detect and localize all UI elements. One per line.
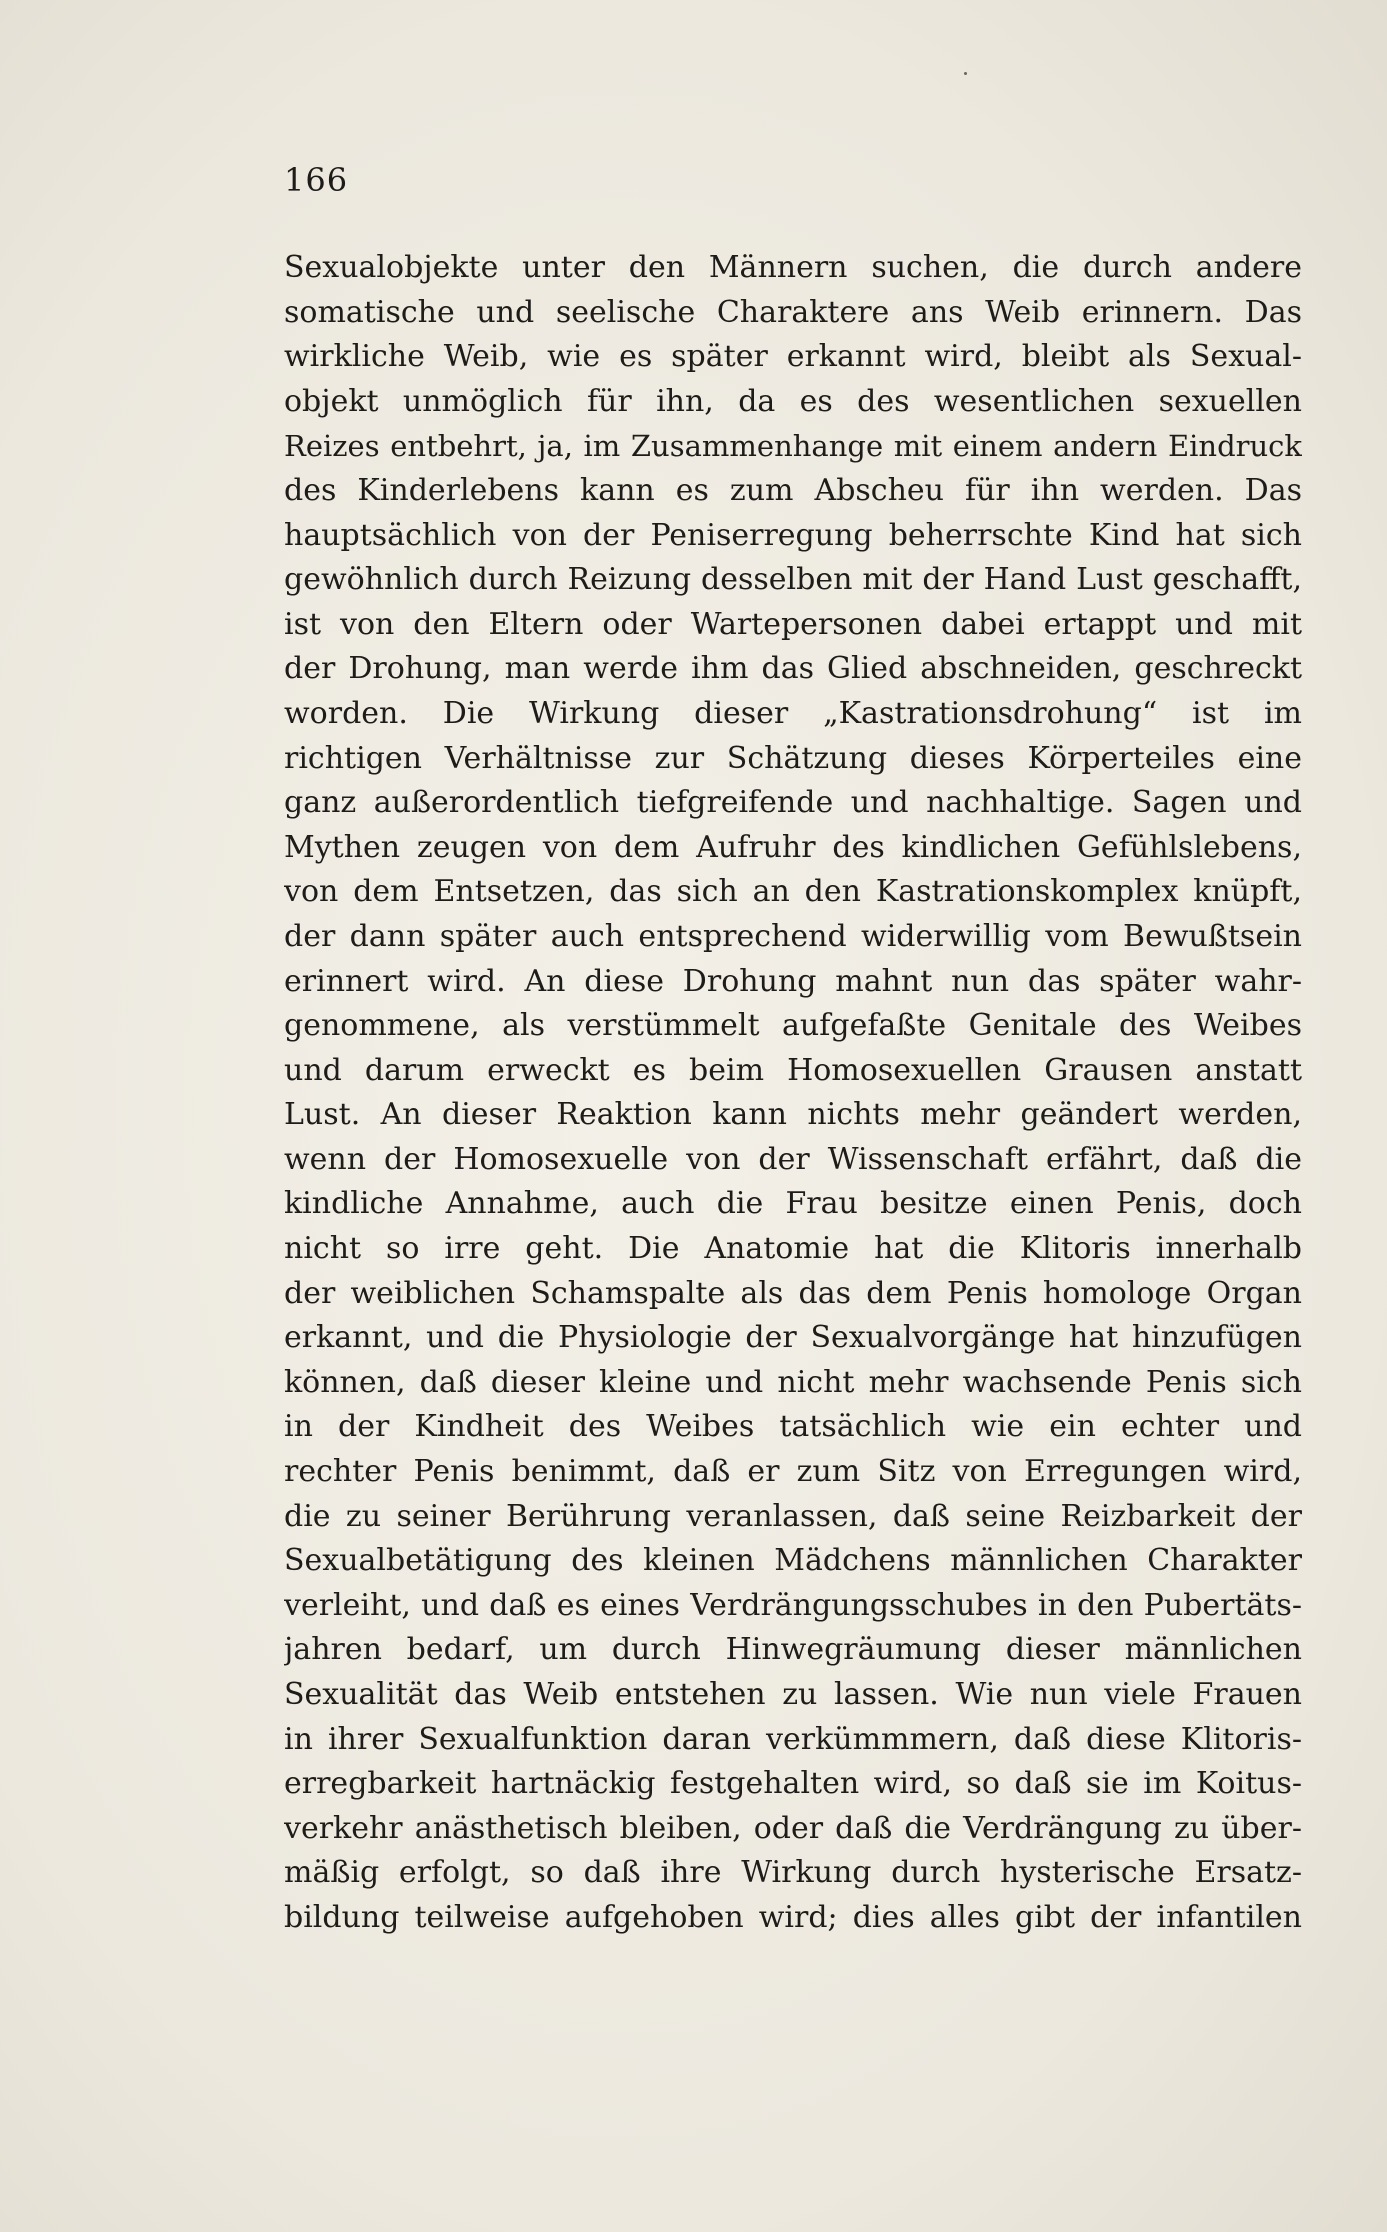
text-line: der Drohung, man werde ihm das Glied abschneiden, geschreckt [284,651,1302,687]
text-line: des Kinderlebens kann es zum Abscheu für ihn werden. Das [284,472,1302,508]
text-line: Sexualobjekte unter den Männern suchen, die durch andere [284,250,1302,285]
text-line: erinnert wird. An diese Drohung mahnt nun das später wahr- [284,963,1302,999]
text-line: richtigen Verhältnisse zur Schätzung dieses Körperteiles eine [284,740,1302,776]
text-line: und darum erweckt es beim Homosexuellen Grausen anstatt [284,1052,1302,1088]
text-line: kindliche Annahme, auch die Frau besitze einen Penis, doch [284,1186,1302,1222]
text-line: objekt unmöglich für ihn, da es des wesentlichen sexuellen [284,383,1302,419]
text-line: in der Kindheit des Weibes tatsächlich wie ein echter und [284,1409,1302,1445]
text-line: Mythen zeugen von dem Aufruhr des kindlichen Gefühlslebens, [284,829,1302,865]
text-line: verleiht, und daß es eines Verdrängungsschubes in den Pubertäts- [284,1587,1302,1623]
text-line: Sexualbetätigung des kleinen Mädchens männlichen Charakter [284,1543,1302,1579]
text-line: nicht so irre geht. Die Anatomie hat die Klitoris innerhalb [284,1231,1302,1267]
text-line: können, daß dieser kleine und nicht mehr wachsende Penis sich [284,1364,1302,1400]
text-line: die zu seiner Berührung veranlassen, daß seine Reizbarkeit der [284,1498,1302,1534]
text-line: erregbarkeit hartnäckig festgehalten wird, so daß sie im Koitus- [284,1766,1302,1802]
text-line: worden. Die Wirkung dieser „Kastrationsdrohung“ ist im [284,695,1302,731]
text-line: der weiblichen Schamspalte als das dem Penis homologe Organ [284,1275,1302,1311]
text-line: in ihrer Sexualfunktion daran verkümmmern, daß diese Klitoris- [284,1721,1302,1757]
text-line: hauptsächlich von der Peniserregung beherrschte Kind hat sich [284,517,1302,553]
text-line: mäßig erfolgt, so daß ihre Wirkung durch hysterische Ersatz- [284,1855,1302,1891]
text-line: verkehr anästhetisch bleiben, oder daß die Verdrängung zu über- [284,1810,1302,1846]
text-line: genommene, als verstümmelt aufgefaßte Genitale des Weibes [284,1008,1302,1044]
text-line: ganz außerordentlich tiefgreifende und nachhaltige. Sagen und [284,785,1302,821]
text-line: Reizes entbehrt, ja, im Zusammenhange mit einem andern Eindruck [284,429,1302,464]
text-line: ist von den Eltern oder Wartepersonen dabei ertappt und mit [284,606,1302,642]
text-line: gewöhnlich durch Reizung desselben mit der Hand Lust geschafft, [284,562,1302,598]
text-line: Lust. An dieser Reaktion kann nichts mehr geändert werden, [284,1097,1302,1133]
text-line: von dem Entsetzen, das sich an den Kastrationskomplex knüpft, [284,874,1302,910]
text-line: erkannt, und die Physiologie der Sexualvorgänge hat hinzufügen [284,1320,1302,1356]
paper-speck [964,72,967,75]
text-line: somatische und seelische Charaktere ans Weib erinnern. Das [284,294,1302,330]
text-line: Sexualität das Weib entstehen zu lassen. Wie nun viele Frauen [284,1677,1302,1712]
text-line: wenn der Homosexuelle von der Wissenschaft erfährt, daß die [284,1141,1302,1177]
text-line: wirkliche Weib, wie es später erkannt wird, bleibt als Sexual- [284,339,1302,375]
text-line: der dann später auch entsprechend widerwillig vom Bewußtsein [284,918,1302,954]
page-number: 166 [284,161,349,199]
text-line: bildung teilweise aufgehoben wird; dies alles gibt der infantilen [284,1899,1302,1935]
body-text [284,246,1302,1941]
text-line: rechter Penis benimmt, daß er zum Sitz von Erregungen wird, [284,1454,1302,1490]
text-line: jahren bedarf, um durch Hinwegräumung dieser männlichen [284,1632,1302,1668]
